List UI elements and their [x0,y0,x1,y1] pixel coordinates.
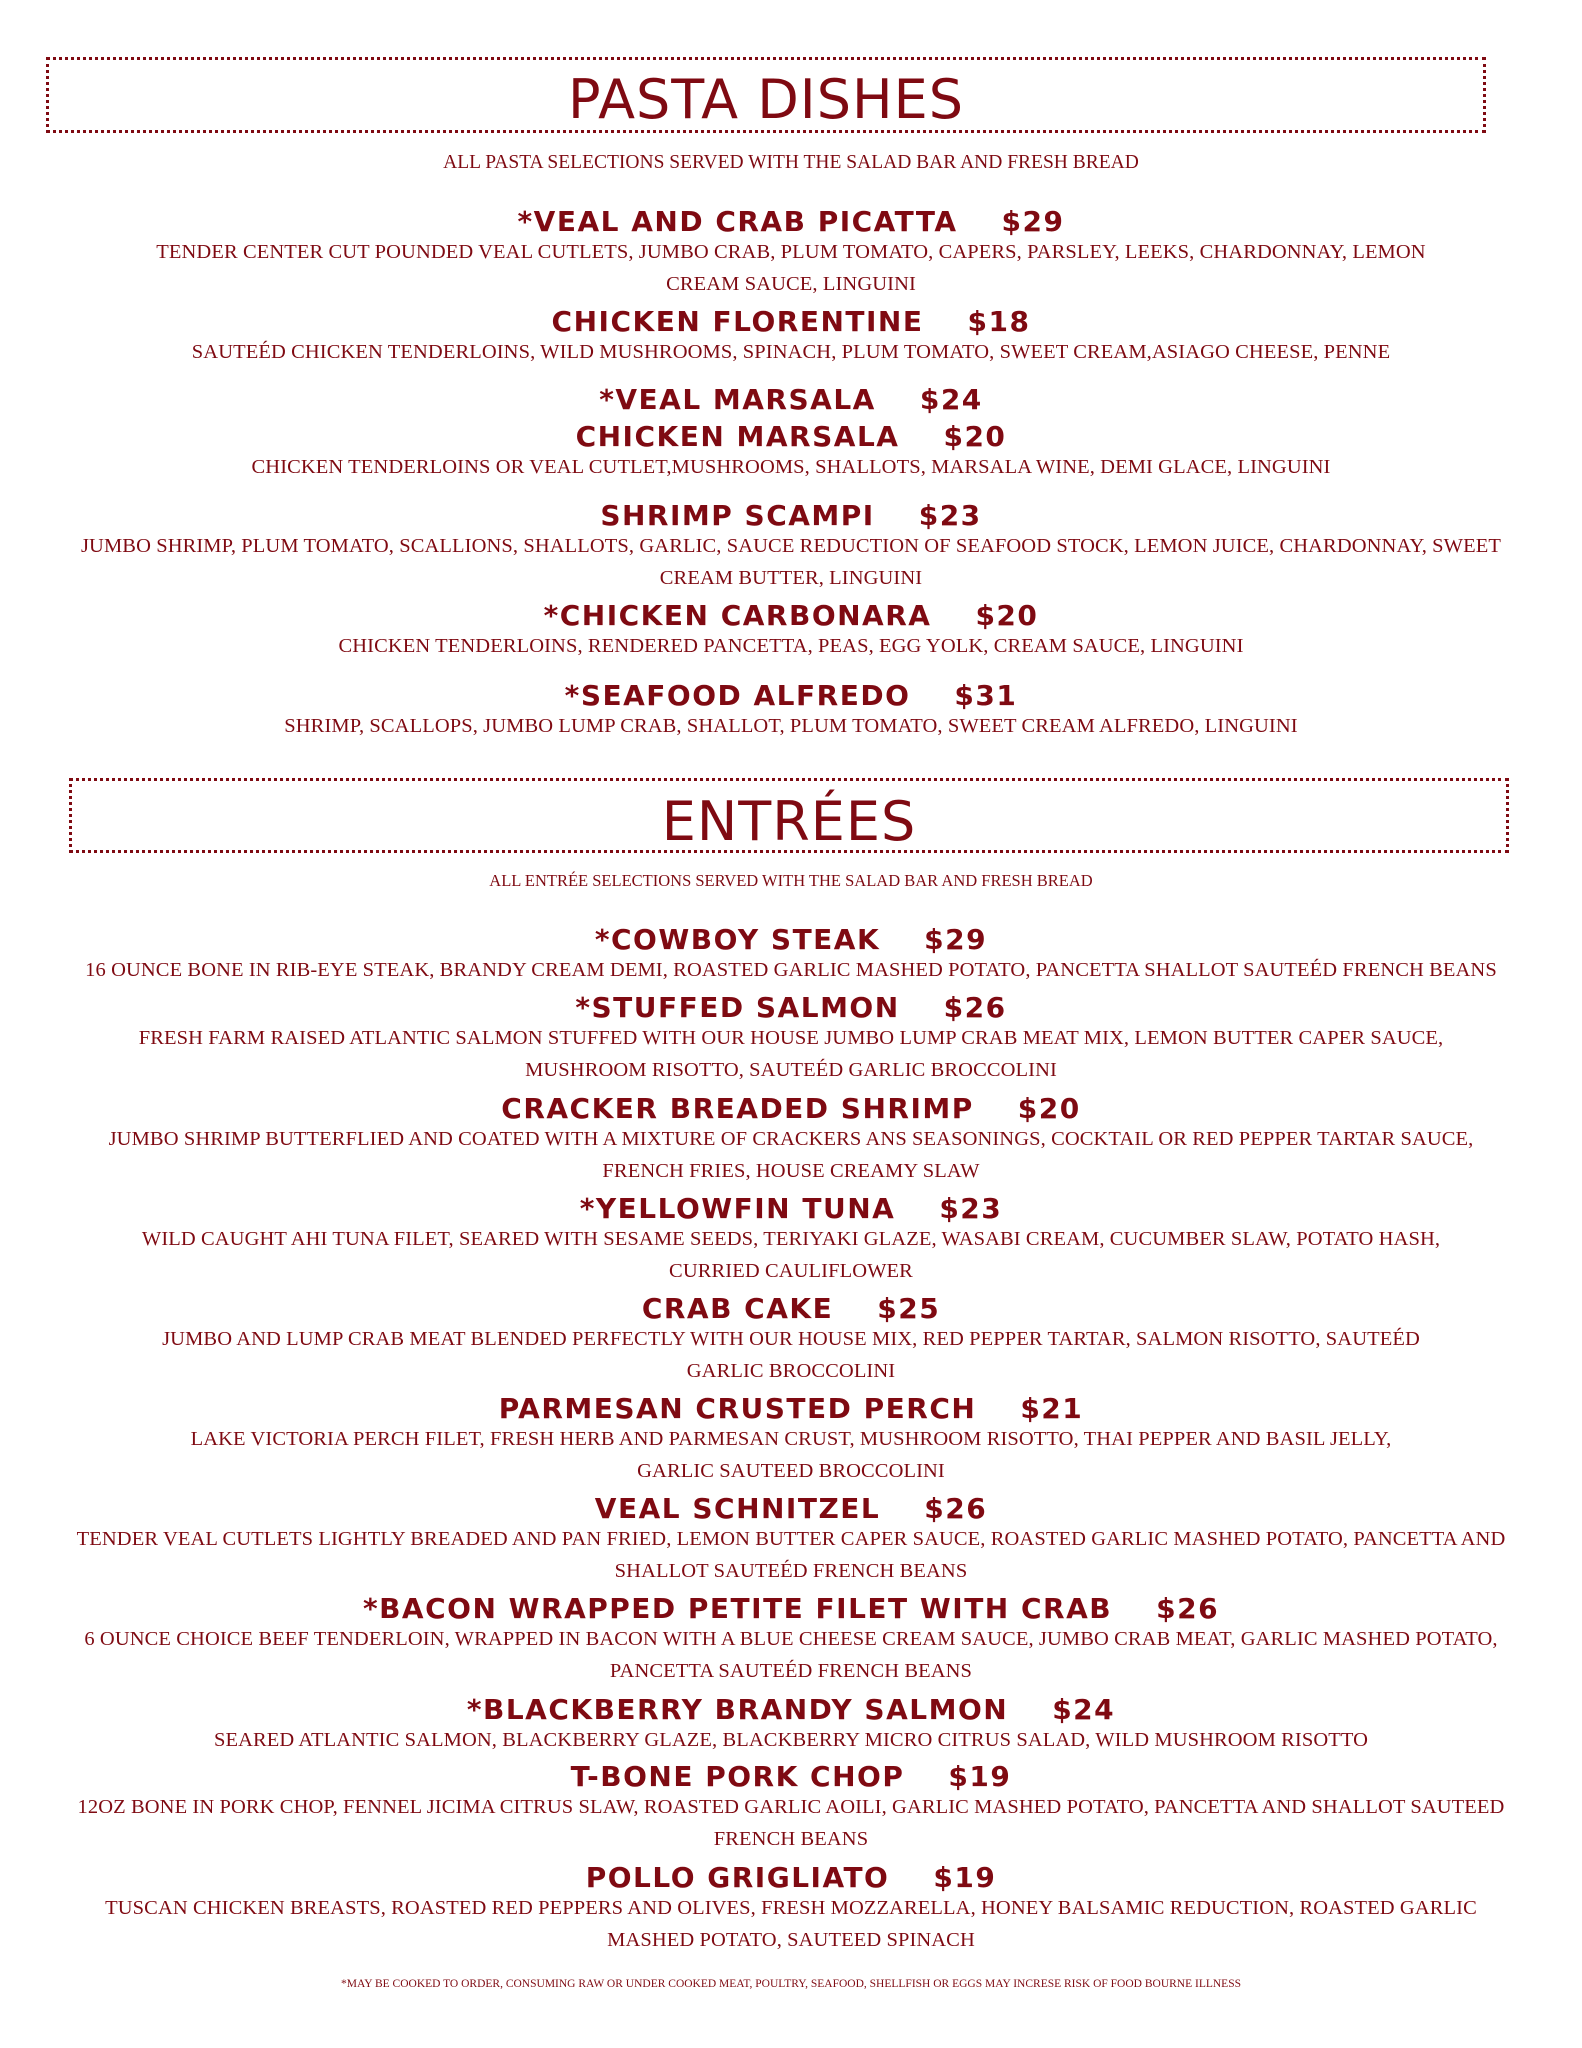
item-price: $24 [1052,1693,1116,1726]
item-price: $20 [1017,1092,1081,1125]
item-price: $25 [877,1292,941,1325]
item-name: *COWBOY STEAK [594,923,881,956]
item-name: *BLACKBERRY BRANDY SALMON [466,1693,1009,1726]
menu-item [60,1193,1522,1287]
menu-item [60,1694,1522,1756]
item-name: *BACON WRAPPED PETITE FILET WITH CRAB [362,1592,1113,1625]
item-description: TUSCAN CHICKEN BREASTS, ROASTED RED PEPPERS AND OLIVES, FRESH MOZZARELLA, HONEY BALSAMIC REDUCTION, ROASTED GARLIC MASHED POTATO, SAUTEED SPINACH [105,1897,1477,1952]
item-name: *VEAL MARSALA [599,383,876,416]
allergy-footnote: *MAY BE COOKED TO ORDER, CONSUMING RAW OR UNDER COOKED MEAT, POULTRY, SEAFOOD, SHELLFISH OR EGGS MAY INCRESE RISK OF FOOD BOURNE ILLNESS [340,1978,1241,1990]
item-description: CHICKEN TENDERLOINS OR VEAL CUTLET,MUSHROOMS, SHALLOTS, MARSALA WINE, DEMI GLACE, LINGUINI [251,456,1331,479]
item-name: CRACKER BREADED SHRIMP [501,1092,974,1125]
menu-item [60,1293,1522,1387]
item-price: $29 [1001,205,1065,238]
item-description: LAKE VICTORIA PERCH FILET, FRESH HERB AND PARMESAN CRUST, MUSHROOM RISOTTO, THAI PEPPER AND BASIL JELLY, GARLIC SAUTEED BROCCOLINI [190,1428,1392,1483]
menu-item [60,924,1522,986]
item-price: $19 [948,1760,1012,1793]
item-description: SEARED ATLANTIC SALMON, BLACKBERRY GLAZE, BLACKBERRY MICRO CITRUS SALAD, WILD MUSHROOM RISOTTO [213,1729,1369,1752]
item-description: 16 OUNCE BONE IN RIB-EYE STEAK, BRANDY CREAM DEMI, ROASTED GARLIC MASHED POTATO, PANCETTA SHALLOT SAUTEÉD FRENCH BEANS [85,959,1497,982]
item-price: $20 [943,420,1007,453]
menu-item [60,1761,1522,1855]
pasta-section-title: PASTA DISHES [567,68,964,131]
item-name: CHICKEN MARSALA [575,420,900,453]
item-price: $29 [924,923,988,956]
item-price: $21 [1020,1392,1084,1425]
item-description: SHRIMP, SCALLOPS, JUMBO LUMP CRAB, SHALLOT, PLUM TOMATO, SWEET CREAM ALFREDO, LINGUINI [284,715,1298,738]
item-description: FRESH FARM RAISED ATLANTIC SALMON STUFFED WITH OUR HOUSE JUMBO LUMP CRAB MEAT MIX, LEMON BUTTER CAPER SAUCE, MUSHROOM RISOTTO, SAUTEÉD GARLIC BROCCOLINI [138,1027,1444,1082]
menu-item [60,600,1522,662]
item-price: $23 [939,1192,1003,1225]
menu-item [60,1493,1522,1587]
item-name: SHRIMP SCAMPI [600,499,875,532]
item-price: $19 [933,1861,997,1894]
menu-item [60,1393,1522,1487]
item-name: *SEAFOOD ALFREDO [564,679,911,712]
item-description: TENDER CENTER CUT POUNDED VEAL CUTLETS, JUMBO CRAB, PLUM TOMATO, CAPERS, PARSLEY, LEEKS, CHARDONNAY, LEMON CREAM SAUCE, LINGUINI [156,241,1426,296]
item-name: *STUFFED SALMON [575,991,900,1024]
item-price: $26 [943,991,1007,1024]
entrees-note: ALL ENTRÉE SELECTIONS SERVED WITH THE SALAD BAR AND FRESH BREAD [489,871,1093,890]
item-description: WILD CAUGHT AHI TUNA FILET, SEARED WITH SESAME SEEDS, TERIYAKI GLAZE, WASABI CREAM, CUCUMBER SLAW, POTATO HASH, CURRIED CAULIFLOWER [141,1228,1441,1283]
menu-item [60,306,1522,368]
pasta-title-box [46,57,1486,133]
menu-item [60,1593,1522,1687]
entrees-title-box [69,778,1509,853]
item-description: SAUTEÉD CHICKEN TENDERLOINS, WILD MUSHROOMS, SPINACH, PLUM TOMATO, SWEET CREAM,ASIAGO CHEESE, PENNE [191,341,1391,364]
item-price: $20 [975,599,1039,632]
item-price: $26 [1156,1592,1220,1625]
entrees-section-title: ENTRÉES [661,790,917,853]
menu-item [60,206,1522,300]
item-name: VEAL SCHNITZEL [594,1492,881,1525]
item-name: PARMESAN CRUSTED PERCH [498,1392,977,1425]
item-price: $31 [954,679,1018,712]
pasta-note: ALL PASTA SELECTIONS SERVED WITH THE SALAD BAR AND FRESH BREAD [443,152,1139,173]
item-description: 6 OUNCE CHOICE BEEF TENDERLOIN, WRAPPED IN BACON WITH A BLUE CHEESE CREAM SAUCE, JUMBO CRAB MEAT, GARLIC MASHED POTATO, PANCETTA SAUTEÉD FRENCH BEANS [84,1628,1498,1683]
item-name: T-BONE PORK CHOP [570,1760,905,1793]
menu-item [60,680,1522,742]
menu-item [60,992,1522,1086]
menu-item [60,421,1522,483]
menu-item [60,1862,1522,1956]
item-description: JUMBO SHRIMP BUTTERFLIED AND COATED WITH A MIXTURE OF CRACKERS ANS SEASONINGS, COCKTAIL OR RED PEPPER TARTAR SAUCE, FRENCH FRIES, HOUSE CREAMY SLAW [108,1128,1474,1183]
menu-item [60,384,1522,416]
item-description: JUMBO SHRIMP, PLUM TOMATO, SCALLIONS, SHALLOTS, GARLIC, SAUCE REDUCTION OF SEAFOOD STOCK, LEMON JUICE, CHARDONNAY, SWEET CREAM BUTTER, LINGUINI [80,535,1501,590]
item-description: CHICKEN TENDERLOINS, RENDERED PANCETTA, PEAS, EGG YOLK, CREAM SAUCE, LINGUINI [338,635,1244,658]
item-name: *VEAL AND CRAB PICATTA [517,205,958,238]
item-name: CHICKEN FLORENTINE [551,305,924,338]
item-description: JUMBO AND LUMP CRAB MEAT BLENDED PERFECTLY WITH OUR HOUSE MIX, RED PEPPER TARTAR, SALMON RISOTTO, SAUTEÉD GARLIC BROCCOLINI [162,1328,1420,1383]
item-price: $24 [919,383,983,416]
item-price: $23 [918,499,982,532]
item-name: *YELLOWFIN TUNA [579,1192,896,1225]
menu-item [60,500,1522,594]
item-name: CRAB CAKE [641,1292,834,1325]
item-description: 12OZ BONE IN PORK CHOP, FENNEL JICIMA CITRUS SLAW, ROASTED GARLIC AOILI, GARLIC MASHED POTATO, PANCETTA AND SHALLOT SAUTEED FRENCH BEANS [77,1796,1505,1851]
item-price: $18 [967,305,1031,338]
item-name: *CHICKEN CARBONARA [543,599,932,632]
item-description: TENDER VEAL CUTLETS LIGHTLY BREADED AND PAN FRIED, LEMON BUTTER CAPER SAUCE, ROASTED GARLIC MASHED POTATO, PANCETTA AND SHALLOT SAUTEÉD FRENCH BEANS [76,1528,1506,1583]
menu-item [60,1093,1522,1187]
item-price: $26 [924,1492,988,1525]
item-name: POLLO GRIGLIATO [585,1861,890,1894]
